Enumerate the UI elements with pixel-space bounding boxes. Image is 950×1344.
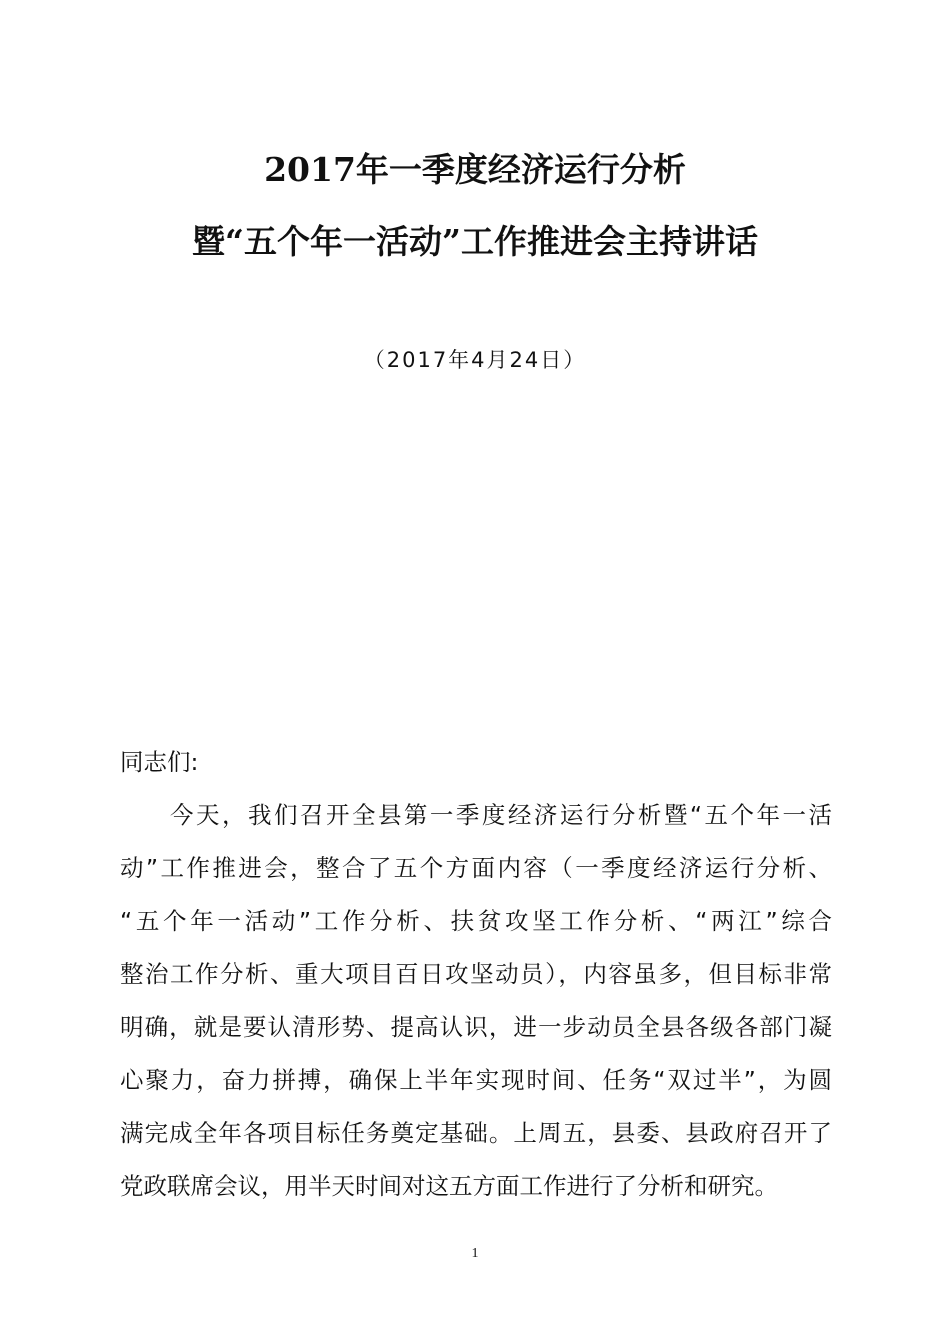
paragraph-line: 心聚力，奋力拼搏，确保上半年实现时间、任务“双过半”，为圆	[120, 1066, 832, 1094]
paragraph-line: 党政联席会议，用半天时间对这五方面工作进行了分析和研究。	[120, 1172, 778, 1200]
paragraph-line: 动”工作推进会，整合了五个方面内容（一季度经济运行分析、	[120, 854, 832, 882]
body-paragraph	[120, 789, 832, 1213]
page-number: 1	[471, 1246, 479, 1261]
document-date: （2017年4月24日）	[363, 348, 587, 372]
paragraph-line: 今天，我们召开全县第一季度经济运行分析暨“五个年一活	[170, 801, 832, 829]
document-title-line-1: 2017年一季度经济运行分析	[264, 150, 686, 189]
paragraph-line: 满完成全年各项目标任务奠定基础。上周五，县委、县政府召开了	[120, 1119, 832, 1147]
paragraph-line: 明确，就是要认清形势、提高认识，进一步动员全县各级各部门凝	[120, 1013, 832, 1041]
paragraph-line: “五个年一活动”工作分析、扶贫攻坚工作分析、“两江”综合	[120, 907, 832, 935]
document-title-line-2: 暨“五个年一活动”工作推进会主持讲话	[192, 222, 758, 261]
salutation: 同志们:	[120, 748, 199, 776]
paragraph-line: 整治工作分析、重大项目百日攻坚动员），内容虽多，但目标非常	[120, 960, 832, 988]
